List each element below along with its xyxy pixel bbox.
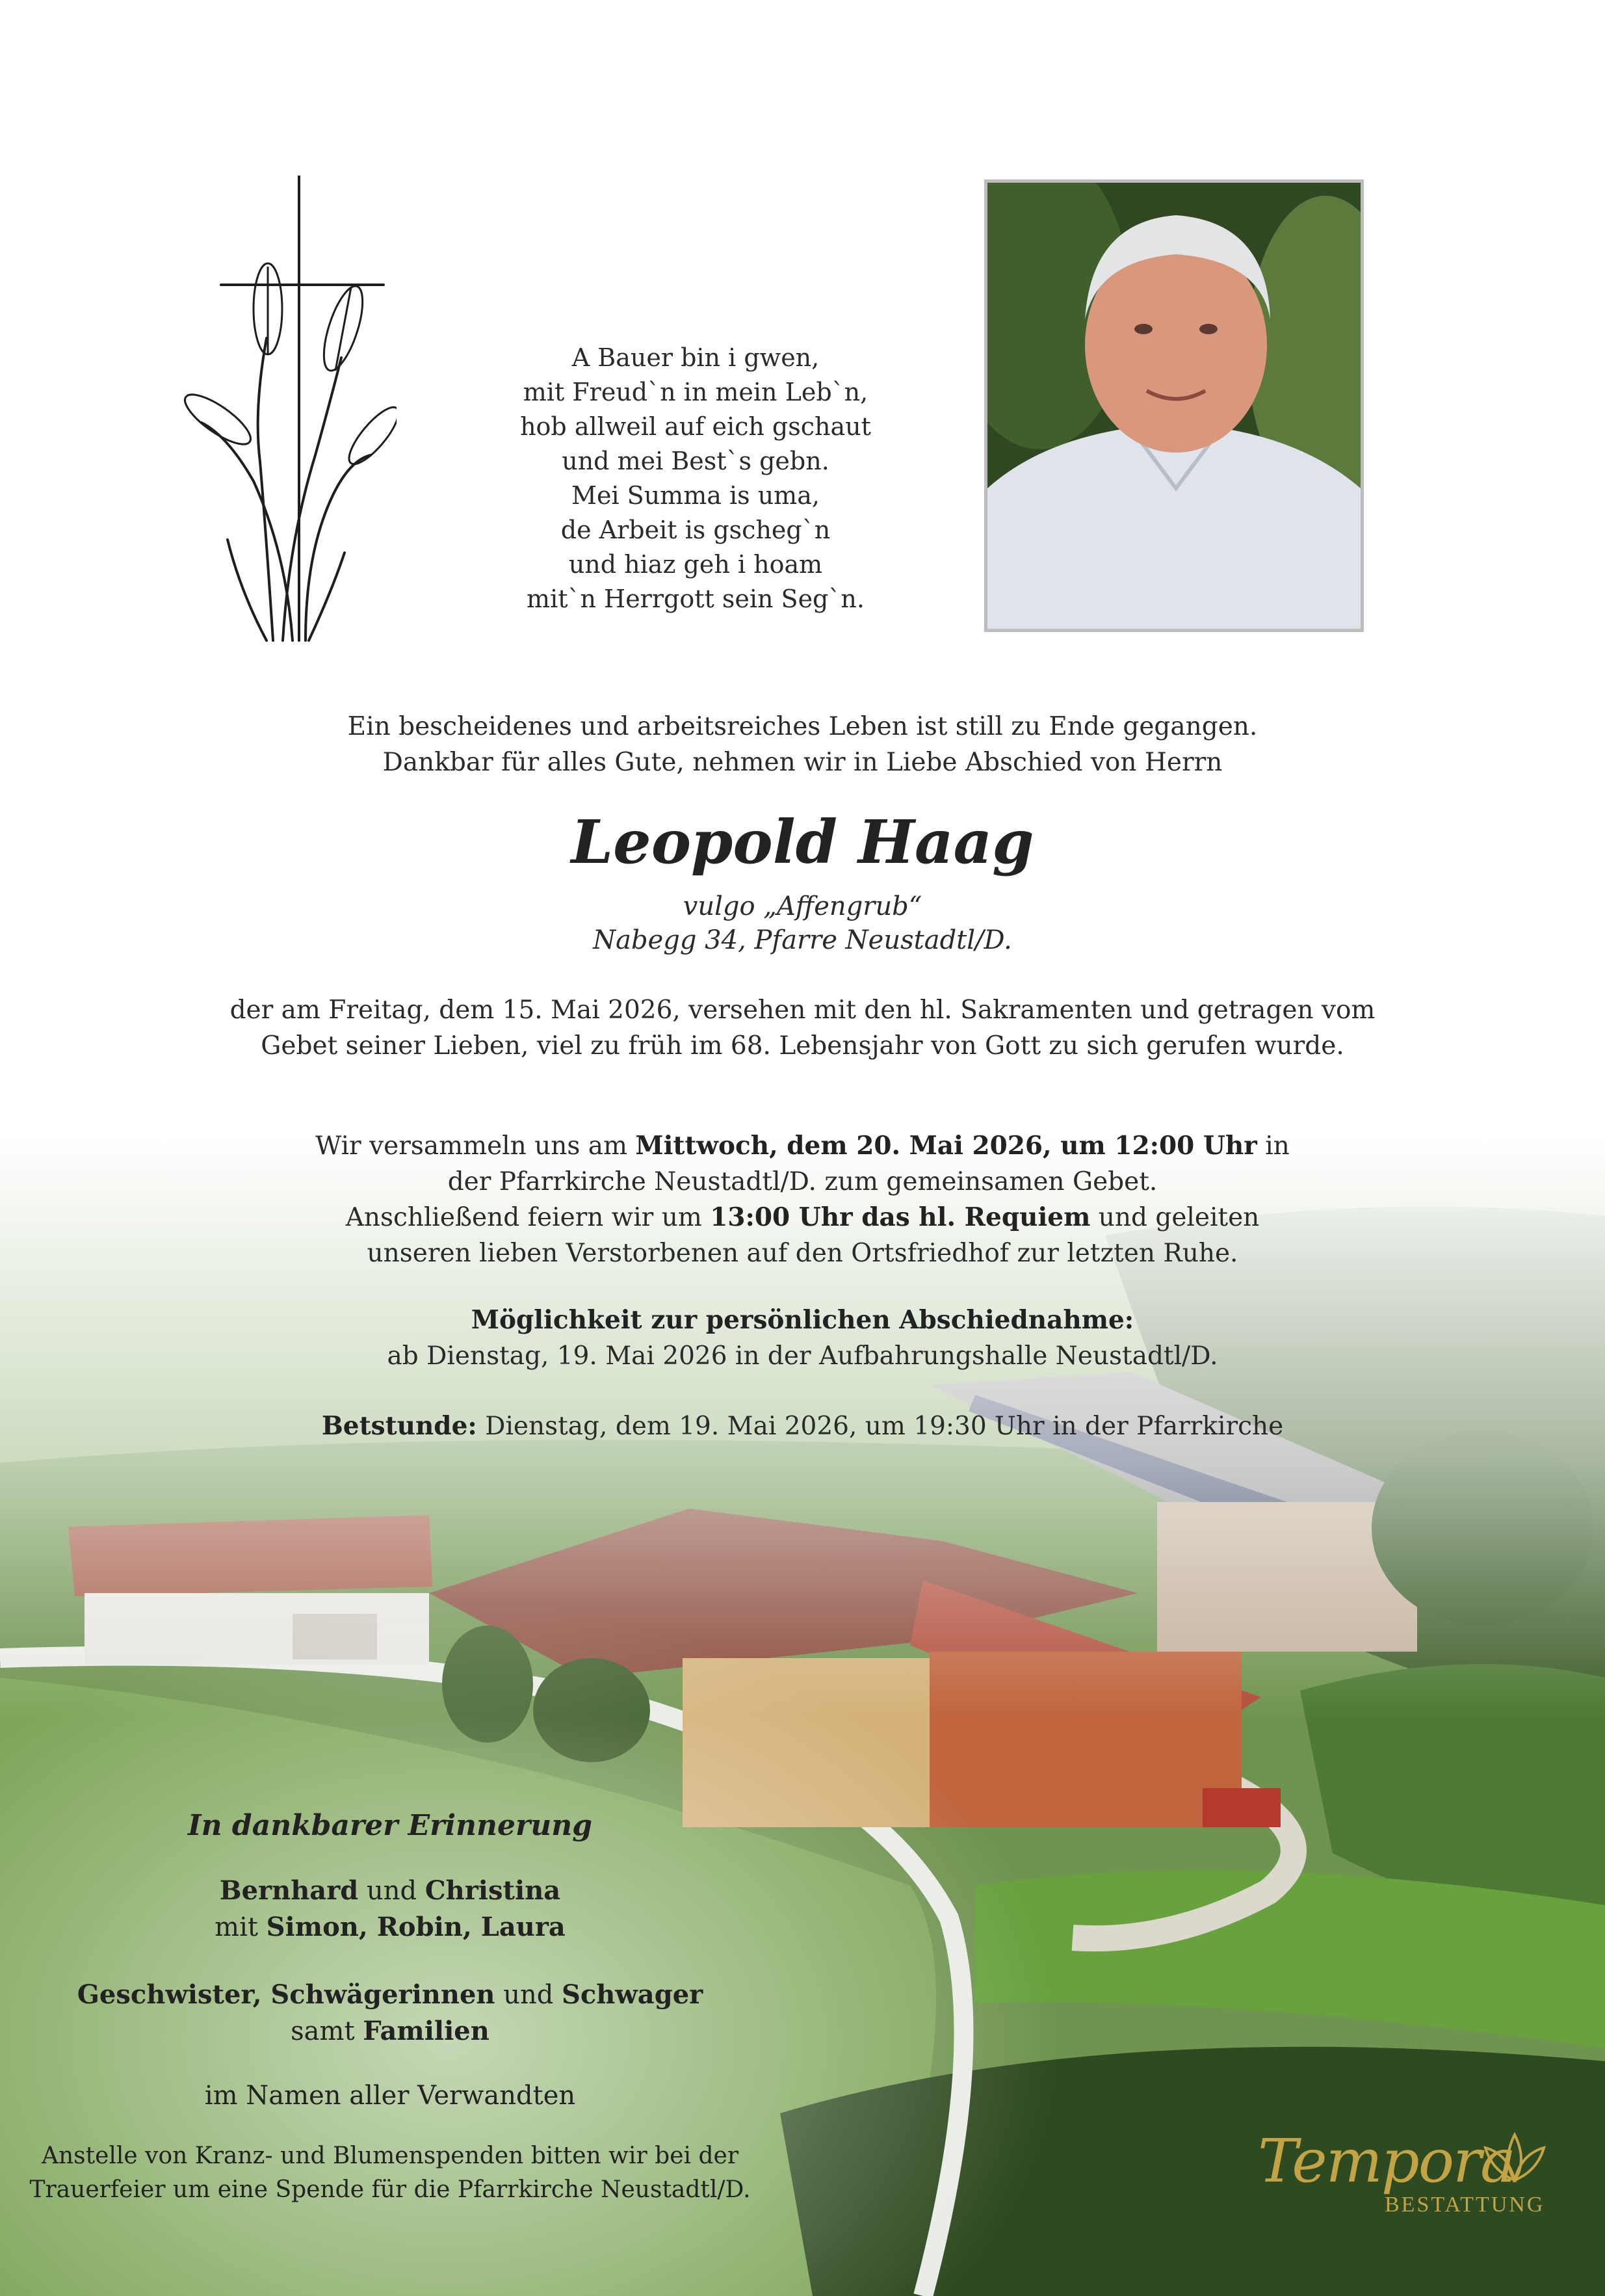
cross-wheat-icon [176, 176, 397, 644]
family-member: Geschwister, Schwägerinnen [77, 1979, 495, 2010]
funeral-line-3 [0, 1200, 1605, 1235]
family-line [20, 1873, 761, 1909]
funeral-date: Mittwoch, dem 20. Mai 2026, um 12:00 Uhr [635, 1131, 1257, 1161]
logo-subtitle: BESTATTUNG [1385, 2193, 1545, 2217]
funeral-line-1 [0, 1128, 1605, 1164]
lotus-icon [1482, 2131, 1547, 2184]
family-title: In dankbarer Erinnerung [188, 1809, 592, 1842]
poem [416, 341, 975, 616]
family-member: Bernhard [219, 1875, 359, 1906]
portrait-photo [984, 179, 1364, 632]
family-group-children [20, 1873, 761, 1946]
poem-line: und hiaz geh i hoam [568, 550, 823, 579]
family-connector: mit [215, 1912, 267, 1942]
death-notice [0, 992, 1605, 1064]
funeral-line-4: unseren lieben Verstorbenen auf den Ortsfriedhof zur letzten Ruhe. [367, 1239, 1238, 1268]
relatives-line: im Namen aller Verwandten [204, 2081, 576, 2111]
poem-line: Mei Summa is uma, [571, 481, 820, 510]
poem-line: mit Freud`n in mein Leb`n, [523, 378, 868, 406]
family-member: Schwager [562, 1979, 703, 2010]
farewell-info [0, 1302, 1605, 1374]
portrait-illustration [987, 183, 1361, 629]
poem-line: A Bauer bin i gwen, [571, 343, 820, 372]
deceased-name: Leopold Haag [571, 807, 1034, 877]
tempora-logo [1258, 2126, 1550, 2224]
family-line [20, 1909, 761, 1946]
funeral-info [0, 1128, 1605, 1271]
intro-line-2: Dankbar für alles Gute, nehmen wir in Liebe Abschied von Herrn [382, 748, 1223, 777]
deceased-nickname: vulgo „Affengrub“ [683, 891, 922, 921]
family-member: Christina [424, 1875, 561, 1906]
family-connector: und [495, 1980, 562, 2010]
donation-line-2: Trauerfeier um eine Spende für die Pfarrkirche Neustadtl/D. [29, 2176, 751, 2203]
funeral-line-2: der Pfarrkirche Neustadtl/D. zum gemeinsamen Gebet. [447, 1167, 1158, 1196]
deceased-address: Nabegg 34, Pfarre Neustadtl/D. [593, 925, 1012, 955]
prayer-info [0, 1408, 1605, 1444]
logo-wordmark: Tempora [1258, 2126, 1515, 2196]
funeral-text: Wir versammeln uns am [315, 1131, 636, 1161]
family-line [20, 2013, 761, 2050]
prayer-label: Betstunde: [321, 1411, 477, 1441]
family-connector: samt [291, 2016, 363, 2046]
family-connector: und [358, 1876, 425, 1906]
intro-line-1: Ein bescheidenes und arbeitsreiches Leben ist still zu Ende gegangen. [347, 712, 1258, 741]
funeral-text: in [1257, 1131, 1290, 1161]
prayer-text: Dienstag, dem 19. Mai 2026, um 19:30 Uhr in der Pfarrkirche [476, 1412, 1284, 1441]
farewell-heading [0, 1302, 1605, 1338]
farewell-heading-text: Möglichkeit zur persönlichen Abschiednahme: [471, 1305, 1134, 1335]
requiem-time: 13:00 Uhr das hl. Requiem [710, 1202, 1091, 1232]
poem-line: de Arbeit is gscheg`n [560, 516, 831, 544]
death-notice-line-1: der am Freitag, dem 15. Mai 2026, versehen mit den hl. Sakramenten und getragen vom [229, 996, 1376, 1025]
poem-line: hob allweil auf eich gschaut [520, 412, 871, 441]
funeral-text: und geleiten [1090, 1203, 1260, 1232]
farewell-text: ab Dienstag, 19. Mai 2026 in der Aufbahrungshalle Neustadtl/D. [387, 1341, 1218, 1371]
deceased-details [0, 890, 1605, 957]
death-notice-line-2: Gebet seiner Lieben, viel zu früh im 68. Lebensjahr von Gott zu sich gerufen wurde. [261, 1031, 1344, 1061]
family-member: Simon, Robin, Laura [266, 1912, 566, 1942]
family-line [20, 1977, 761, 2013]
donation-note [20, 2139, 761, 2207]
poem-line: und mei Best`s gebn. [562, 447, 829, 475]
funeral-text: Anschließend feiern wir um [345, 1203, 711, 1232]
family-group-siblings [20, 1977, 761, 2050]
donation-line-1: Anstelle von Kranz- und Blumenspenden bitten wir bei der [41, 2143, 739, 2169]
intro-text [0, 709, 1605, 780]
family-member: Familien [363, 2016, 489, 2046]
poem-line: mit`n Herrgott sein Seg`n. [527, 585, 865, 613]
